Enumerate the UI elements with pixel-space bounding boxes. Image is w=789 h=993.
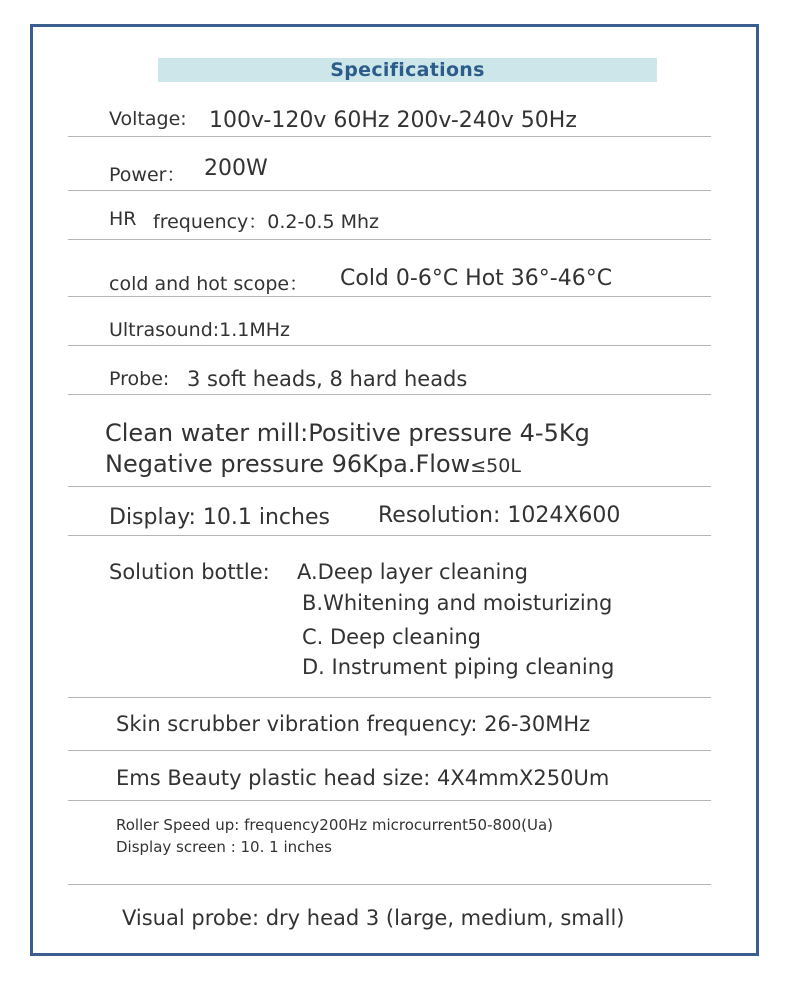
voltage-label: Voltage: xyxy=(109,108,187,130)
solution-label: Solution bottle: xyxy=(109,560,270,584)
page-title: Specifications xyxy=(330,59,485,81)
display-screen-spec: Display screen : 10. 1 inches xyxy=(116,838,332,856)
divider xyxy=(68,190,711,191)
divider xyxy=(68,394,711,395)
solution-option-b: B.Whitening and moisturizing xyxy=(302,591,613,615)
power-value: 200W xyxy=(204,156,268,181)
divider xyxy=(68,800,711,801)
divider xyxy=(68,136,711,137)
solution-option-a: A.Deep layer cleaning xyxy=(297,560,528,584)
probe-label: Probe: xyxy=(109,368,170,390)
divider xyxy=(68,750,711,751)
divider xyxy=(68,345,711,346)
divider xyxy=(68,535,711,536)
power-label: Power： xyxy=(109,164,186,186)
display-resolution: Resolution: 1024X600 xyxy=(378,503,621,528)
probe-value: 3 soft heads, 8 hard heads xyxy=(187,367,468,391)
skin-scrubber-spec: Skin scrubber vibration frequency: 26-30MHz xyxy=(116,712,591,736)
solution-option-c: C. Deep cleaning xyxy=(302,625,481,649)
divider xyxy=(68,486,711,487)
hr-value: frequency：0.2-0.5 Mhz xyxy=(153,211,380,233)
solution-option-d: D. Instrument piping cleaning xyxy=(302,655,615,679)
visual-probe-spec: Visual probe: dry head 3 (large, medium, small) xyxy=(122,906,625,930)
ems-head-spec: Ems Beauty plastic head size: 4X4mmX250Um xyxy=(116,766,610,790)
display-size: Display: 10.1 inches xyxy=(109,505,330,530)
divider xyxy=(68,239,711,240)
water-mill-line-1: Clean water mill:Positive pressure 4-5Kg xyxy=(105,419,590,447)
roller-speed-spec: Roller Speed up: frequency200Hz microcurrent50-800(Ua) xyxy=(116,816,554,834)
title-bar xyxy=(158,58,657,82)
divider xyxy=(68,296,711,297)
water-mill-line-2: Negative pressure 96Kpa.Flow≤50L xyxy=(105,450,521,478)
cold-hot-value: Cold 0-6°C Hot 36°-46°C xyxy=(340,266,613,291)
voltage-value: 100v-120v 60Hz 200v-240v 50Hz xyxy=(209,108,577,133)
hr-label: HR xyxy=(109,208,137,230)
ultrasound-spec: Ultrasound:1.1MHz xyxy=(109,319,291,341)
divider xyxy=(68,697,711,698)
cold-hot-label: cold and hot scope： xyxy=(109,273,309,295)
divider xyxy=(68,884,711,885)
